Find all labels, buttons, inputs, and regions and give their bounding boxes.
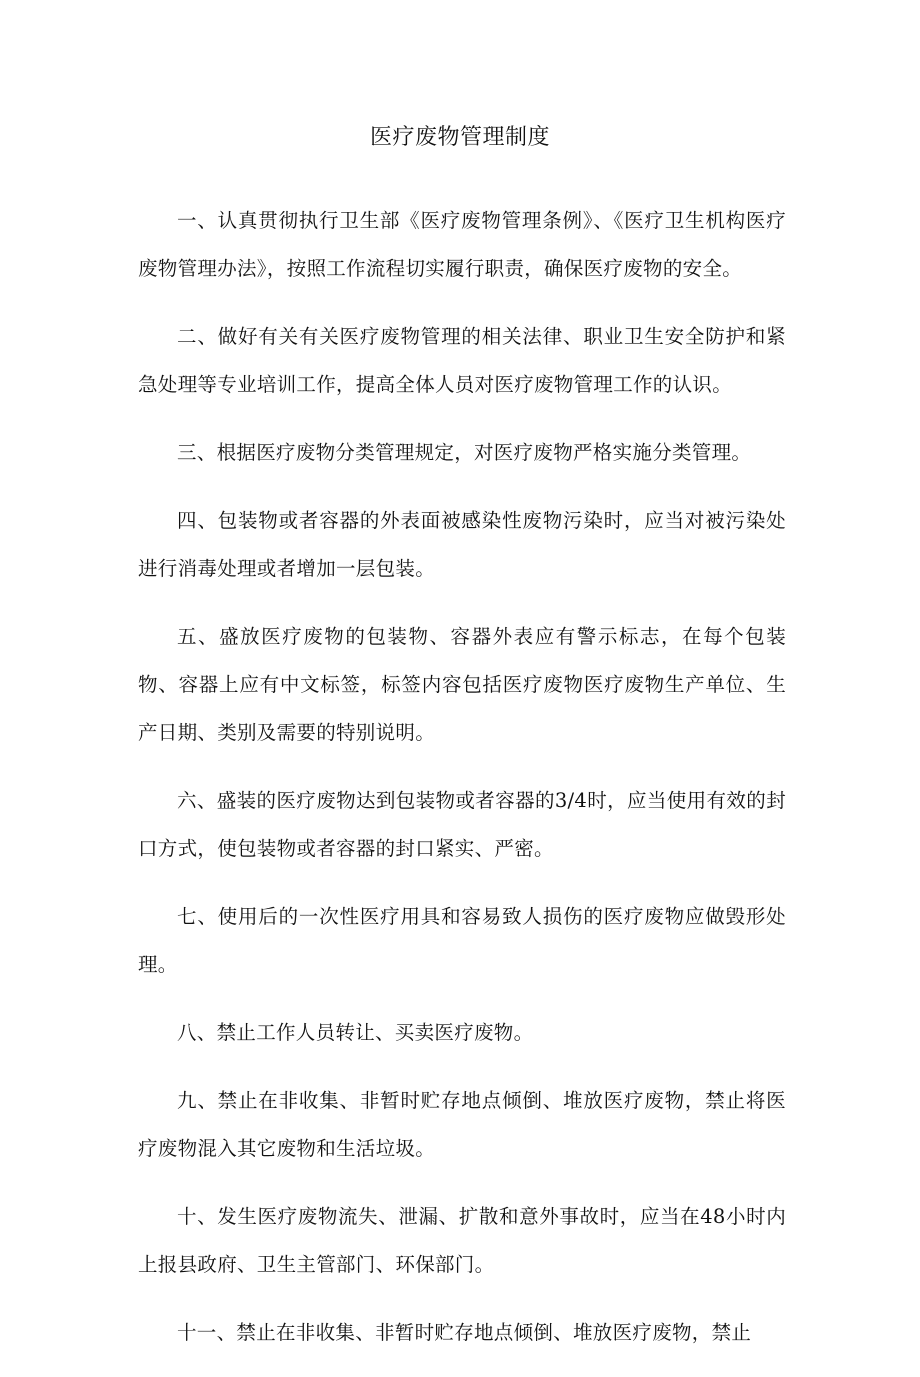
paragraph-6: 六、盛装的医疗废物达到包装物或者容器的3/4时，应当使用有效的封口方式，使包装物或者容器的封口紧实、严密。 bbox=[138, 789, 786, 860]
paragraph-10: 十、发生医疗废物流失、泄漏、扩散和意外事故时，应当在48小时内上报县政府、卫生主管部门、环保部门。 bbox=[138, 1205, 786, 1276]
document-body bbox=[138, 197, 786, 1377]
paragraph-5: 五、盛放医疗废物的包装物、容器外表应有警示标志，在每个包装物、容器上应有中文标签，标签内容包括医疗废物医疗废物生产单位、生产日期、类别及需要的特别说明。 bbox=[138, 625, 786, 744]
paragraph-2: 二、做好有关有关医疗废物管理的相关法律、职业卫生安全防护和紧急处理等专业培训工作，提高全体人员对医疗废物管理工作的认识。 bbox=[138, 325, 786, 396]
paragraph-7: 七、使用后的一次性医疗用具和容易致人损伤的医疗废物应做毁形处理。 bbox=[138, 905, 786, 976]
paragraph-11: 十一、禁止在非收集、非暂时贮存地点倾倒、堆放医疗废物，禁止 bbox=[177, 1321, 752, 1344]
paragraph-1: 一、认真贯彻执行卫生部《医疗废物管理条例》、《医疗卫生机构医疗废物管理办法》，按照工作流程切实履行职责，确保医疗废物的安全。 bbox=[138, 209, 786, 280]
document-title: 医疗废物管理制度 bbox=[369, 125, 550, 150]
paragraph-3: 三、根据医疗废物分类管理规定，对医疗废物严格实施分类管理。 bbox=[177, 441, 752, 464]
paragraph-8: 八、禁止工作人员转让、买卖医疗废物。 bbox=[177, 1021, 534, 1044]
paragraph-9: 九、禁止在非收集、非暂时贮存地点倾倒、堆放医疗废物，禁止将医疗废物混入其它废物和生活垃圾。 bbox=[138, 1089, 786, 1160]
paragraph-4: 四、包装物或者容器的外表面被感染性废物污染时，应当对被污染处进行消毒处理或者增加一层包装。 bbox=[138, 509, 786, 580]
